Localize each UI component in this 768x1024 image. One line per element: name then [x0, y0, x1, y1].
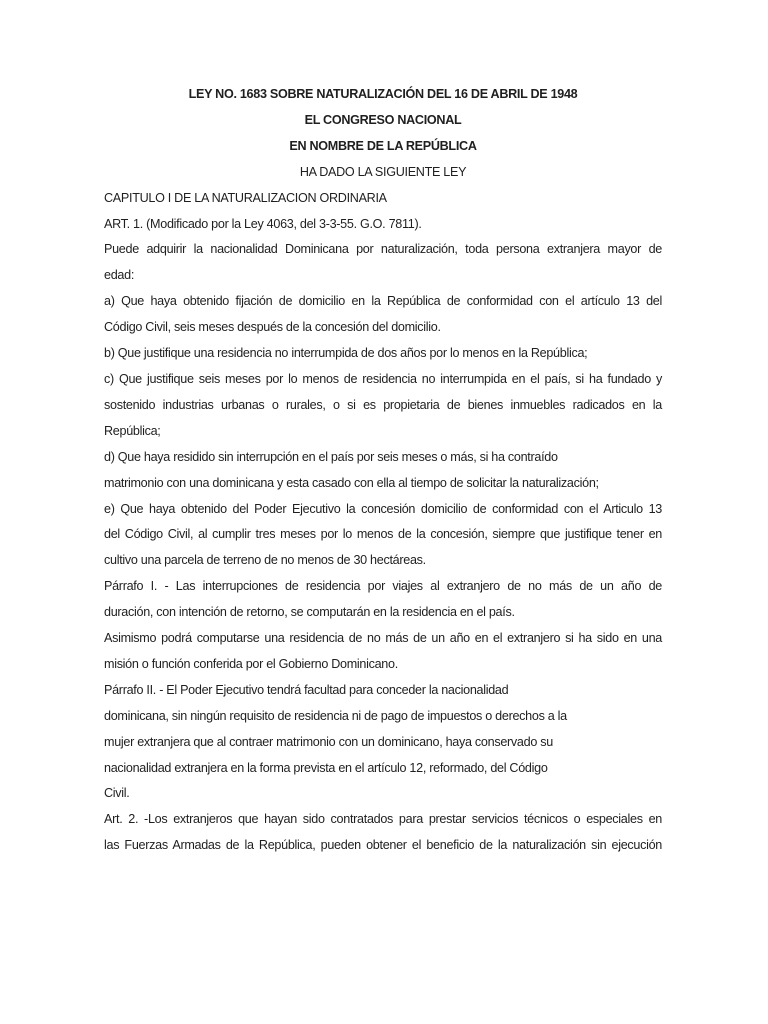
- paragraph-1-line: Párrafo I. - Las interrupciones de residencia por viajes al extranjero de no más de un año de: [104, 579, 662, 594]
- article-1-heading: ART. 1. (Modificado por la Ley 4063, del 3-3-55. G.O. 7811).: [104, 216, 422, 231]
- chapter-heading: CAPITULO I DE LA NATURALIZACION ORDINARIA: [104, 190, 387, 205]
- body-line: sostenido industrias urbanas o rurales, o si es propietaria de bienes inmuebles radicados en la: [104, 397, 662, 412]
- body-line: cultivo una parcela de terreno de no menos de 30 hectáreas.: [104, 553, 426, 568]
- subtitle-line: HA DADO LA SIGUIENTE LEY: [299, 164, 467, 179]
- title-line-3: EN NOMBRE DE LA REPÚBLICA: [289, 138, 477, 153]
- body-line: a) Que haya obtenido fijación de domicilio en la República de conformidad con el artículo 13 del: [104, 294, 662, 309]
- article-2-line: las Fuerzas Armadas de la República, pueden obtener el beneficio de la naturalización sin ejecución: [104, 838, 662, 853]
- paragraph-2-line: nacionalidad extranjera en la forma prevista en el artículo 12, reformado, del Código: [104, 760, 548, 775]
- body-line: d) Que haya residido sin interrupción en el país por seis meses o más, si ha contraído: [104, 449, 558, 464]
- paragraph-2-line: dominicana, sin ningún requisito de residencia ni de pago de impuestos o derechos a la: [104, 708, 567, 723]
- body-line: Puede adquirir la nacionalidad Dominicana por naturalización, toda persona extranjera mayor de: [104, 242, 662, 257]
- body-line: República;: [104, 423, 161, 438]
- body-line: matrimonio con una dominicana y esta casado con ella al tiempo de solicitar la naturalización;: [104, 475, 599, 490]
- body-line: del Código Civil, al cumplir tres meses por lo menos de la concesión, siempre que justifique tener en: [104, 527, 662, 542]
- title-line-1: LEY NO. 1683 SOBRE NATURALIZACIÓN DEL 16 DE ABRIL DE 1948: [188, 87, 578, 101]
- article-2-line: Art. 2. -Los extranjeros que hayan sido contratados para prestar servicios técnicos o especiales en: [104, 812, 662, 827]
- title-line-2: EL CONGRESO NACIONAL: [304, 112, 462, 127]
- body-line: b) Que justifique una residencia no interrumpida de dos años por lo menos en la República;: [104, 346, 588, 361]
- body-line: edad:: [104, 268, 135, 283]
- body-line: e) Que haya obtenido del Poder Ejecutivo la concesión domicilio de conformidad con el Articulo 13: [104, 501, 662, 516]
- paragraph-2-line: Civil.: [104, 786, 130, 801]
- body-line: Código Civil, seis meses después de la concesión del domicilio.: [104, 320, 441, 335]
- body-line: c) Que justifique seis meses por lo menos de residencia no interrumpida en el país, si ha fundado y: [104, 371, 662, 386]
- paragraph-2-line: mujer extranjera que al contraer matrimonio con un dominicano, haya conservado su: [104, 734, 553, 749]
- document-text-block: [104, 82, 662, 859]
- body-line: misión o función conferida por el Gobierno Dominicano.: [104, 656, 398, 671]
- paragraph-2-line: Párrafo II. - El Poder Ejecutivo tendrá facultad para conceder la nacionalidad: [104, 682, 509, 697]
- body-line: Asimismo podrá computarse una residencia de no más de un año en el extranjero si ha sido en una: [104, 631, 662, 646]
- paragraph-1-line: duración, con intención de retorno, se computarán en la residencia en el país.: [104, 605, 515, 620]
